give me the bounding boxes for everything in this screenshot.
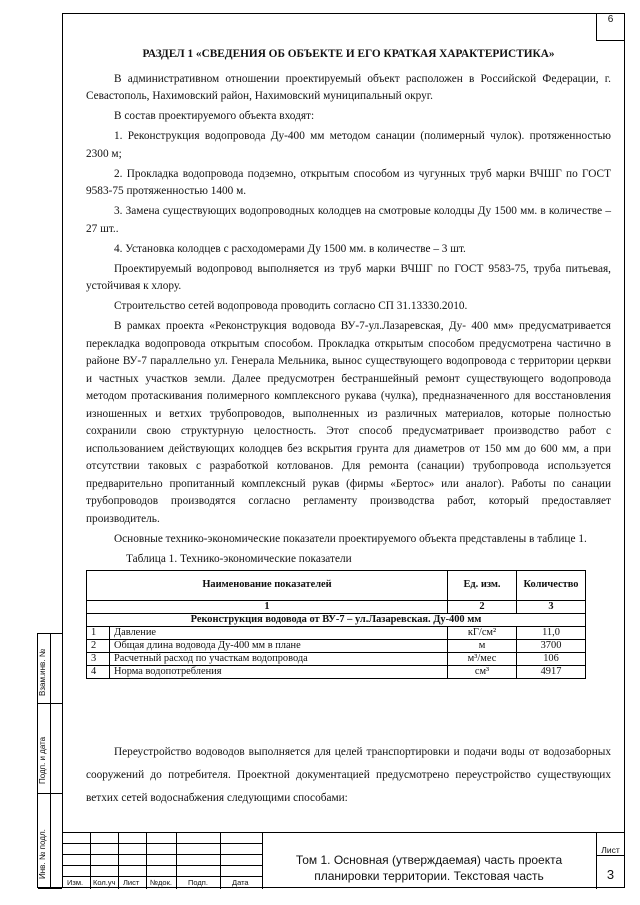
side-stamp bbox=[37, 633, 62, 888]
paragraph: 1. Реконструкция водопровода Ду-400 мм методом санации (полимерный чулок). протяженностью 2300 м; bbox=[86, 130, 611, 160]
table-row bbox=[87, 626, 586, 639]
row-name: Норма водопотребления bbox=[110, 665, 448, 678]
paragraph: 2. Прокладка водопровода подземно, открытым способом из чугунных труб марки ВЧШГ по ГОСТ 9583-75 протяженностью 1400 м. bbox=[86, 167, 611, 197]
indicators-table bbox=[86, 570, 586, 679]
row-qty: 106 bbox=[517, 652, 586, 665]
stamp-label: Подп. и дата bbox=[38, 736, 47, 784]
table-header-unit: Ед. изм. bbox=[448, 570, 517, 600]
table-header-qty: Количество bbox=[517, 570, 586, 600]
section-heading: РАЗДЕЛ 1 «СВЕДЕНИЯ ОБ ОБЪЕКТЕ И ЕГО КРАТКАЯ ХАРАКТЕРИСТИКА» bbox=[142, 48, 555, 60]
col-number: 1 bbox=[87, 600, 448, 613]
row-name: Давление bbox=[110, 626, 448, 639]
table-caption: Таблица 1. Технико-экономические показатели bbox=[126, 553, 352, 565]
row-index: 3 bbox=[87, 652, 110, 665]
title-block bbox=[62, 832, 625, 888]
table-header-name: Наименование показателей bbox=[87, 570, 448, 600]
stamp-label: Взам.инв. № bbox=[38, 648, 47, 696]
tb-col-label: Лист bbox=[123, 878, 140, 887]
paragraph: В административном отношении проектируемый объект расположен в Российской Федерации, г. Севастополь, Нахимовский район, Нахимовский муниципальный округ. bbox=[86, 72, 611, 102]
row-qty: 11,0 bbox=[517, 626, 586, 639]
closing-text bbox=[86, 741, 611, 810]
table-row bbox=[87, 665, 586, 678]
paragraph: Переустройство водоводов выполняется для целей транспортировки и подачи воды от водозаборных сооружений до потребителя. Проектной документацией предусмотрено переустройство существующих ветхих сетей водоснабжения следующими способами: bbox=[86, 746, 611, 804]
sheet-number: 3 bbox=[606, 867, 615, 882]
row-qty: 3700 bbox=[517, 639, 586, 652]
row-name: Расчетный расход по участкам водопровода bbox=[110, 652, 448, 665]
row-unit: м³/мес bbox=[448, 652, 517, 665]
tb-col-label: Дата bbox=[232, 878, 249, 887]
paragraph: В рамках проекта «Реконструкция водовода ВУ-7-ул.Лазаревская, Ду- 400 мм» предусматривается перекладка водопровода открытым способом. Прокладка открытым способом предусмотрена частично в районе ВУ-7 параллельно ул. Генерала Мельника, вынос существующего водопровода с территории церкви и частных участков земли. Далее предусмотрен бестраншейный ремонт существующего водопровода методом протаскивания полимерного комплексного рукава (чулка), предназначенного для восстановления изношенных и ветхих трубопроводов, выполненных из различных материалов, которые полностью сохранили свою структурную целостность. Этот способ предусматривает производство работ с использованием действующих колодцев без вскрытия грунта для диаметров от 150 мм до 600 мм, а при отсутствии таковых с разработкой котлованов. Для ремонта (санации) трубопровода используется предварительно пропитанный комплексный рукав (фирмы «Бертос» или аналог). Работы по санации трубопроводов производятся согласно регламенту производства работ, который предоставляет производитель. bbox=[86, 320, 611, 525]
document-title: Том 1. Основная (утверждаемая) часть проекта планировки территории. Текстовая часть bbox=[295, 853, 563, 883]
paragraph: Проектируемый водопровод выполняется из труб марки ВЧШГ по ГОСТ 9583-75, труба питьевая, устойчивая к хлору. bbox=[86, 262, 611, 292]
tb-col-label: Подп. bbox=[188, 878, 208, 887]
stamp-label: Инв. № подл. bbox=[38, 829, 47, 879]
row-unit: м bbox=[448, 639, 517, 652]
paragraph: 4. Установка колодцев с расходомерами Ду 1500 мм. в количестве – 3 шт. bbox=[114, 242, 466, 255]
paragraph: Основные технико-экономические показатели проектируемого объекта представлены в таблице 1. bbox=[114, 532, 587, 545]
tb-col-label: Кол.уч bbox=[93, 878, 116, 887]
row-index: 1 bbox=[87, 626, 110, 639]
col-number: 2 bbox=[448, 600, 517, 613]
top-sheet-number: 6 bbox=[607, 14, 614, 25]
row-qty: 4917 bbox=[517, 665, 586, 678]
paragraph: Строительство сетей водопровода проводить согласно СП 31.13330.2010. bbox=[114, 300, 468, 312]
row-unit: кГ/см² bbox=[448, 626, 517, 639]
paragraph: 3. Замена существующих водопроводных колодцев на смотровые колодцы Ду 1500 мм. в количестве – 27 шт.. bbox=[86, 205, 611, 235]
tb-col-label: Изм. bbox=[67, 878, 84, 887]
tb-col-label: №док. bbox=[150, 878, 172, 887]
paragraph: В состав проектируемого объекта входят: bbox=[114, 110, 315, 122]
table-row bbox=[87, 639, 586, 652]
table-section-title: Реконструкция водовода от ВУ-7 – ул.Лазаревская. Ду-400 мм bbox=[87, 613, 586, 626]
document-body bbox=[86, 46, 611, 679]
row-index: 2 bbox=[87, 639, 110, 652]
sheet-label: Лист bbox=[601, 845, 620, 855]
row-unit: см³ bbox=[448, 665, 517, 678]
row-index: 4 bbox=[87, 665, 110, 678]
col-number: 3 bbox=[517, 600, 586, 613]
row-name: Общая длина водовода Ду-400 мм в плане bbox=[110, 639, 448, 652]
table-row bbox=[87, 652, 586, 665]
